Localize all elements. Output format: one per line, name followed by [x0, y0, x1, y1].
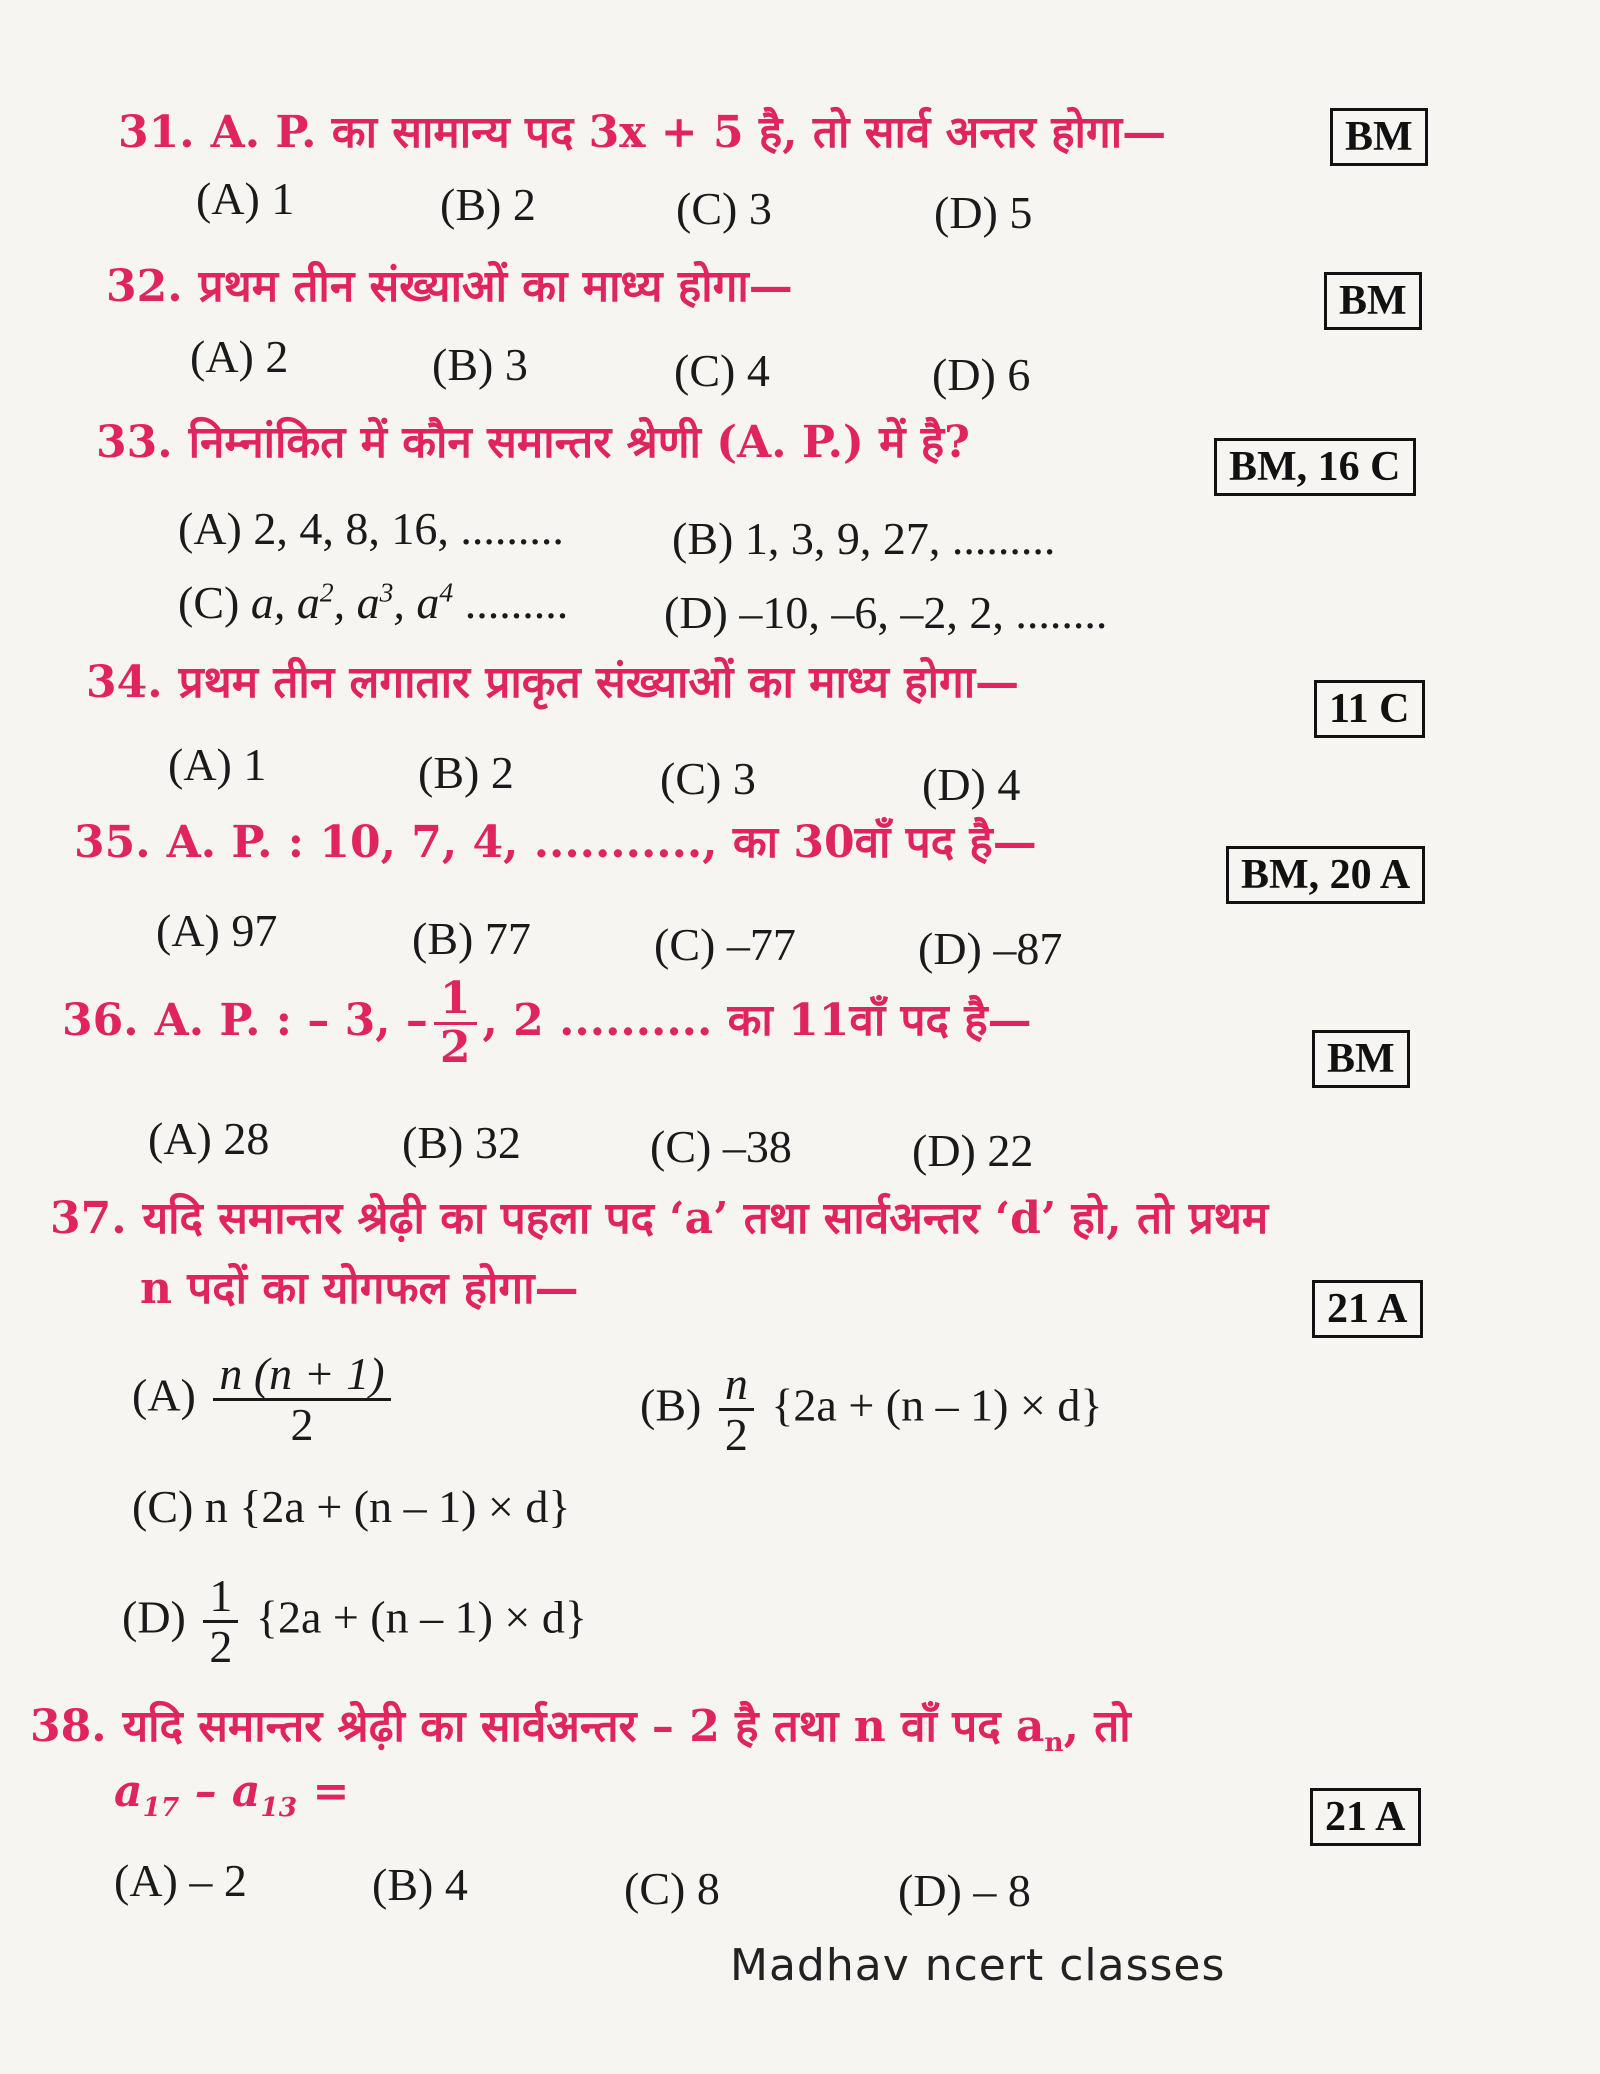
q37-option-b[interactable]: (B) $\frac{n}{2}$ {2a + (n – 1) × d}	[640, 1358, 1103, 1461]
q33-option-d[interactable]: (D) –10, –6, –2, 2, ........	[664, 587, 1108, 638]
question-34-tag: 11 C	[1314, 680, 1425, 738]
question-33-tag: BM, 16 C	[1214, 438, 1416, 496]
q38-option-a[interactable]: (A) – 2	[114, 1855, 247, 1906]
question-34: 34. प्रथम तीन लगातार प्राकृत संख्याओं का माध्य होगा—	[86, 657, 1020, 708]
question-36: 36. A. P. : – 3, – $\frac{1}{2}$ , 2 .......... का 11वाँ पद है—	[62, 973, 1032, 1074]
fraction-half: $\frac{1}{2}$	[434, 976, 477, 1071]
q36-option-d[interactable]: (D) 22	[912, 1125, 1034, 1176]
fraction: $\frac{1}{2}$	[203, 1572, 238, 1672]
question-36-tag: BM	[1312, 1030, 1410, 1088]
q34-option-d[interactable]: (D) 4	[922, 759, 1021, 810]
q38-option-d[interactable]: (D) – 8	[898, 1865, 1031, 1916]
q34-option-b[interactable]: (B) 2	[418, 747, 514, 798]
q31-option-b[interactable]: (B) 2	[440, 179, 536, 230]
q37-option-c[interactable]: (C) n {2a + (n – 1) × d}	[132, 1481, 571, 1532]
question-37-tag: 21 A	[1312, 1280, 1423, 1338]
question-31: 31. A. P. का सामान्य पद 3x + 5 है, तो सार्व अन्तर होगा—	[118, 107, 1167, 158]
footer-credit: Madhav ncert classes	[730, 1940, 1226, 1991]
q32-option-a[interactable]: (A) 2	[190, 331, 289, 382]
q37-option-a[interactable]: (A) $\frac{n (n + 1)}{2}$	[132, 1350, 397, 1450]
q33-option-a[interactable]: (A) 2, 4, 8, 16, .........	[178, 503, 564, 554]
q34-option-c[interactable]: (C) 3	[660, 753, 756, 804]
question-31-tag: BM	[1330, 108, 1428, 166]
q32-option-d[interactable]: (D) 6	[932, 349, 1031, 400]
q33-option-b[interactable]: (B) 1, 3, 9, 27, .........	[672, 513, 1056, 564]
q32-option-c[interactable]: (C) 4	[674, 345, 770, 396]
fraction: $\frac{n}{2}$	[719, 1360, 754, 1460]
q35-option-d[interactable]: (D) –87	[918, 923, 1063, 974]
q36-option-b[interactable]: (B) 32	[402, 1117, 521, 1168]
q38-option-c[interactable]: (C) 8	[624, 1863, 720, 1914]
fraction: $\frac{n (n + 1)}{2}$	[213, 1350, 390, 1450]
q33-option-c[interactable]: (C) a, $a^2$, $a^3$, $a^4$ .........	[178, 576, 569, 628]
question-35-tag: BM, 20 A	[1226, 846, 1425, 904]
question-37-line2: n पदों का योगफल होगा—	[140, 1263, 579, 1314]
question-37: 37. यदि समान्तर श्रेढ़ी का पहला पद ‘a’ तथा सार्वअन्तर ‘d’ हो, तो प्रथम	[50, 1193, 1269, 1244]
q31-option-c[interactable]: (C) 3	[676, 183, 772, 234]
question-38-tag: 21 A	[1310, 1788, 1421, 1846]
q36-option-a[interactable]: (A) 28	[148, 1113, 270, 1164]
q35-option-c[interactable]: (C) –77	[654, 919, 796, 970]
q38-option-b[interactable]: (B) 4	[372, 1859, 468, 1910]
q31-option-a[interactable]: (A) 1	[196, 173, 295, 224]
question-38-line2: $a_{17} - a_{13}$ =	[114, 1766, 350, 1823]
question-35: 35. A. P. : 10, 7, 4, ..........., का 30वाँ पद है—	[74, 817, 1037, 868]
question-33: 33. निम्नांकित में कौन समान्तर श्रेणी (A. P.) में है?	[96, 417, 970, 468]
question-32-tag: BM	[1324, 272, 1422, 330]
q35-option-a[interactable]: (A) 97	[156, 905, 278, 956]
q32-option-b[interactable]: (B) 3	[432, 339, 528, 390]
question-38: 38. यदि समान्तर श्रेढ़ी का सार्वअन्तर – 2 है तथा n वाँ पद $a_n$, तो	[30, 1701, 1131, 1758]
question-32: 32. प्रथम तीन संख्याओं का माध्य होगा—	[106, 261, 793, 312]
q34-option-a[interactable]: (A) 1	[168, 739, 267, 790]
q36-option-c[interactable]: (C) –38	[650, 1121, 792, 1172]
q31-option-d[interactable]: (D) 5	[934, 187, 1033, 238]
q35-option-b[interactable]: (B) 77	[412, 913, 531, 964]
q37-option-d[interactable]: (D) $\frac{1}{2}$ {2a + (n – 1) × d}	[122, 1570, 587, 1673]
